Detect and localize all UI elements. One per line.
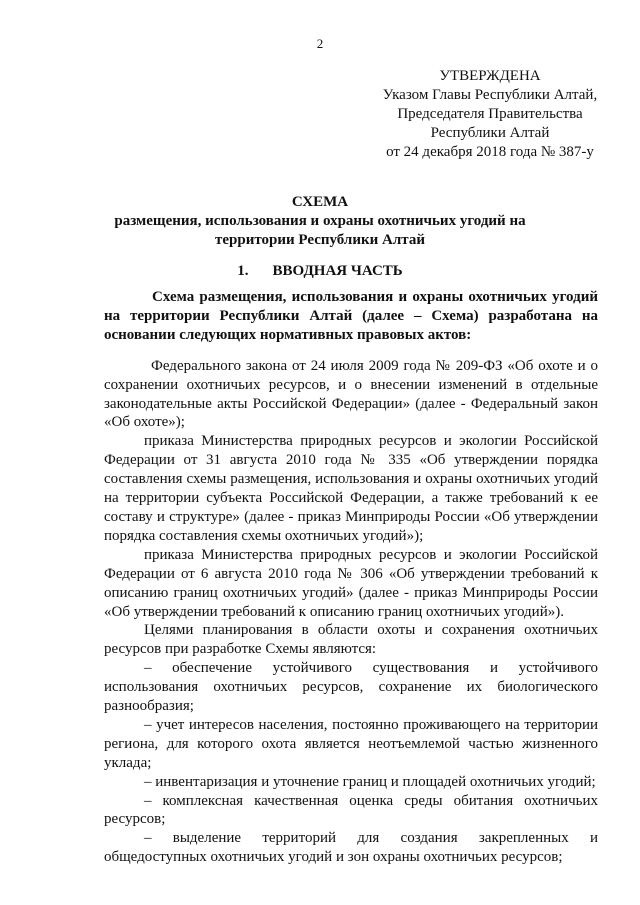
section-number: 1.	[237, 263, 249, 279]
approval-stamp	[370, 67, 610, 162]
section-heading	[0, 262, 640, 281]
approval-line: Указом Главы Республики Алтай,	[382, 87, 598, 103]
goal-list-item: – выделение территорий для создания закрепленных и общедоступных охотничьих угодий и зон охраны охотничьих ресурсов;	[104, 830, 598, 866]
document-title	[95, 193, 545, 250]
title-line: СХЕМА	[291, 194, 349, 210]
approval-line: от 24 декабря 2018 года № 387-у	[386, 144, 594, 160]
approval-line: УТВЕРЖДЕНА	[439, 68, 541, 84]
page-number: 2	[316, 36, 324, 51]
goal-list-item: – инвентаризация и уточнение границ и площадей охотничьих угодий;	[144, 773, 596, 790]
law-paragraph: приказа Министерства природных ресурсов и экологии Российской Федерации от 6 августа 2010 года № 306 «Об утверждении требований к описанию границ охотничьих угодий» (далее - приказ Минприроды России «Об утверждении требований к описанию границ охотничьих угодий»).	[104, 546, 598, 620]
section-title: ВВОДНАЯ ЧАСТЬ	[272, 263, 403, 279]
title-line: размещения, использования и охраны охотничьих угодий на	[114, 213, 526, 229]
intro-paragraph: Схема размещения, использования и охраны охотничьих угодий на территории Республики Алтай (далее – Схема) разработана на основании следующих нормативных правовых актов:	[104, 289, 598, 343]
law-paragraph: приказа Министерства природных ресурсов и экологии Российской Федерации от 31 августа 2010 года № 335 «Об утверждении порядка составления схемы размещения, использования и охраны охотничьих угодий на территории субъекта Российской Федерации, а также требований к ее составу и структуре» (далее - приказ Минприроды России «Об утверждении порядка составления схемы охотничьих угодий»);	[104, 433, 598, 544]
goals-intro-paragraph: Целями планирования в области охоты и сохранения охотничьих ресурсов при разработке Схемы являются:	[104, 622, 598, 658]
approval-line: Председателя Правительства	[397, 106, 583, 122]
goal-list-item: – учет интересов населения, постоянно проживающего на территории региона, для которого охота является неотъемлемой частью жизненного уклада;	[104, 716, 598, 771]
goal-list-item: – комплексная качественная оценка среды обитания охотничьих ресурсов;	[104, 792, 598, 828]
goal-list-item: – обеспечение устойчивого существования и устойчивого использования охотничьих ресурсов, сохранение их биологического разнообразия;	[104, 660, 598, 715]
document-body	[104, 288, 598, 867]
title-line: территории Республики Алтай	[215, 232, 425, 248]
law-paragraph: Федерального закона от 24 июля 2009 года № 209-ФЗ «Об охоте и о сохранении охотничьих ресурсов, и о внесении изменений в отдельные законодательные акты Российской Федерации» (далее - Федеральный закон «Об охоте»);	[104, 357, 598, 431]
approval-line: Республики Алтай	[430, 125, 550, 141]
